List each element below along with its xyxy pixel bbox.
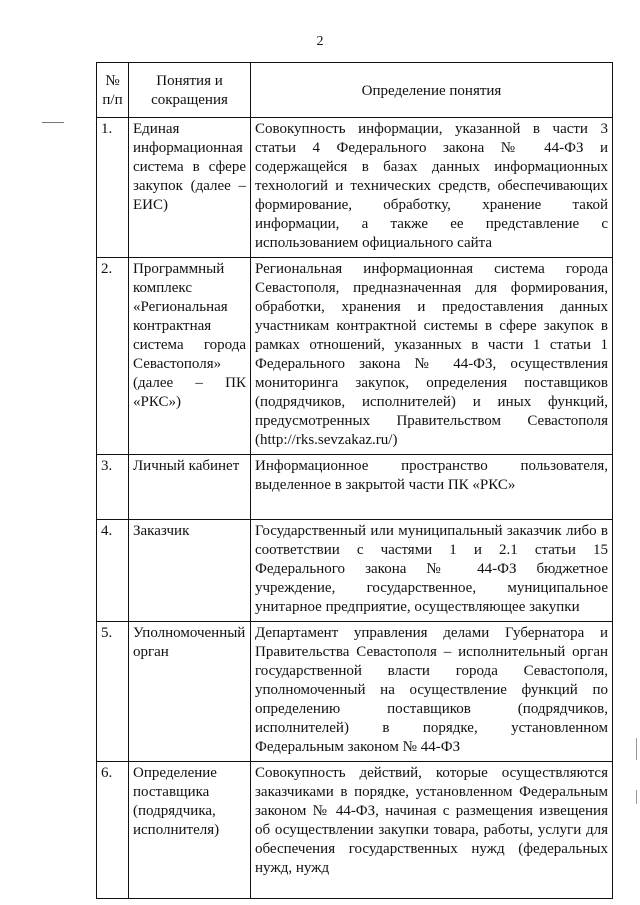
scan-artifact <box>636 738 637 760</box>
row-number: 4. <box>97 520 129 622</box>
row-number: 3. <box>97 455 129 520</box>
row-term: Уполномоченный орган <box>129 622 251 762</box>
page-number: 2 <box>316 34 324 49</box>
row-term: Личный кабинет <box>129 455 251 520</box>
header-definition: Определение понятия <box>251 63 613 118</box>
header-number: № п/п <box>97 63 129 118</box>
margin-mark <box>42 122 64 123</box>
row-term: Единая информационная система в сфере закупок (далее – ЕИС) <box>129 118 251 258</box>
row-term: Программный комплекс «Региональная контрактная система города Севастополя» (далее – ПК «РКС») <box>129 258 251 455</box>
row-definition: Департамент управления делами Губернатора и Правительства Севастополя – исполнительный орган государственной власти города Севастополя, уполномоченный на осуществление функций по определению поставщиков (подрядчиков, исполнителей) в порядке, установленном Федеральным законом № 44-ФЗ <box>251 622 613 762</box>
scan-artifact <box>636 790 637 804</box>
row-term: Определение поставщика (подрядчика, исполнителя) <box>129 762 251 899</box>
row-definition: Региональная информационная система города Севастополя, предназначенная для формирования, обработки, хранения и предоставления данных участникам контрактной системы в сфере закупок в рамках отношений, указанных в части 1 статьи 1 Федерального закона № 44-ФЗ, осуществления мониторинга закупок, определения поставщиков (подрядчиков, исполнителей) и иных функций, предусмотренных Правительством Севастополя (http://rks.sevzakaz.ru/) <box>251 258 613 455</box>
row-number: 2. <box>97 258 129 455</box>
table-row <box>97 622 613 762</box>
row-definition: Информационное пространство пользователя, выделенное в закрытой части ПК «РКС» <box>251 455 613 520</box>
header-term: Понятия и сокращения <box>129 63 251 118</box>
row-definition: Совокупность информации, указанной в части 3 статьи 4 Федерального закона № 44-ФЗ и содержащейся в базах данных информационных технологий и технических средств, обеспечивающих формирование, обработку, хранение такой информации, а также ее представление с использованием официального сайта <box>251 118 613 258</box>
row-number: 6. <box>97 762 129 899</box>
row-definition: Совокупность действий, которые осуществляются заказчиками в порядке, установленном Федеральным законом № 44-ФЗ, начиная с размещения извещения об осуществлении закупки товара, работы, услуги для обеспечения государственных нужд (федеральных нужд, нужд <box>251 762 613 899</box>
table-row <box>97 762 613 899</box>
row-definition: Государственный или муниципальный заказчик либо в соответствии с частями 1 и 2.1 статьи 15 Федерального закона № 44-ФЗ бюджетное учреждение, государственное, муниципальное унитарное предприятие, осуществляющее закупки <box>251 520 613 622</box>
table-row <box>97 258 613 455</box>
table-header-row <box>97 63 613 118</box>
table-row <box>97 455 613 520</box>
row-number: 1. <box>97 118 129 258</box>
row-term: Заказчик <box>129 520 251 622</box>
row-number: 5. <box>97 622 129 762</box>
table-row <box>97 118 613 258</box>
definitions-table <box>96 62 613 899</box>
table-row <box>97 520 613 622</box>
